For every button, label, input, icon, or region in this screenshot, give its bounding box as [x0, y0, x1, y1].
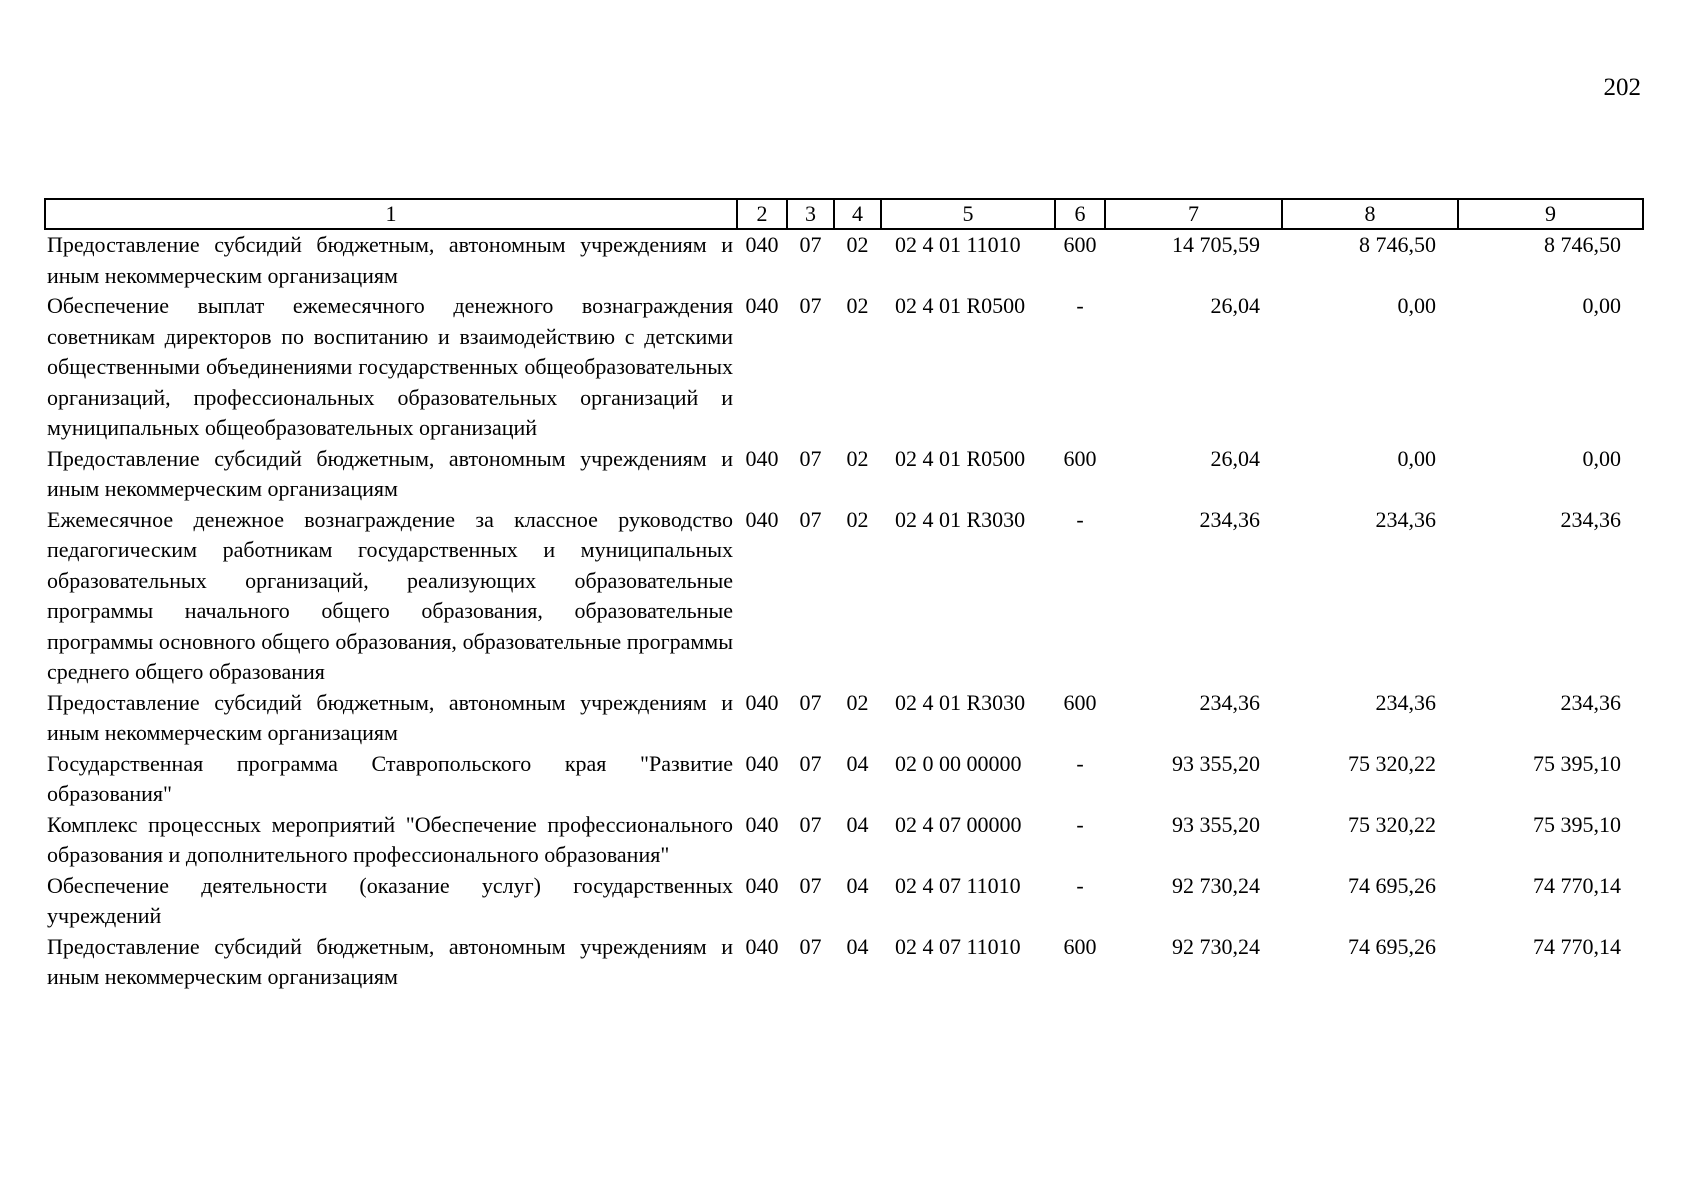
target-article-cell: 02 4 07 11010	[895, 933, 1021, 959]
amount-cell-9: 75 395,10	[1533, 811, 1621, 837]
table-row	[45, 229, 1643, 291]
subsection-cell: 02	[846, 232, 869, 257]
expense-type-cell: 600	[1063, 689, 1097, 715]
admin-code-cell: 040	[745, 872, 779, 898]
expense-type-cell: -	[1076, 811, 1084, 837]
amount-cell-8: 75 320,22	[1348, 811, 1436, 837]
section-cell: 07	[799, 232, 822, 257]
expense-type-cell: 600	[1063, 232, 1097, 257]
amount-cell-8: 0,00	[1397, 293, 1436, 318]
column-header: 6	[1055, 199, 1105, 229]
expense-type-cell: -	[1076, 872, 1084, 898]
amount-cell-7: 92 730,24	[1172, 872, 1260, 898]
amount-cell-7: 26,04	[1210, 445, 1260, 471]
header-row	[45, 199, 1643, 229]
target-article-cell: 02 4 01 11010	[895, 232, 1021, 257]
expense-type-cell: 600	[1063, 445, 1097, 471]
page-number: 202	[1603, 74, 1641, 101]
admin-code-cell: 040	[745, 811, 779, 837]
row-description: Ежемесячное денежное вознаграждение за классное руководство педагогическим работникам государственных и муниципальных образовательных организаций, реализующих образовательные программы начального общего образования, образовательные программы основного общего образования, образовательные программы среднего общего образования	[47, 506, 733, 684]
target-article-cell: 02 4 01 R0500	[895, 445, 1026, 471]
target-article-cell: 02 4 07 11010	[895, 872, 1021, 898]
amount-cell-7: 14 705,59	[1172, 232, 1260, 257]
admin-code-cell: 040	[745, 750, 779, 776]
amount-cell-9: 75 395,10	[1533, 750, 1621, 776]
section-cell: 07	[799, 445, 822, 471]
target-article-cell: 02 4 01 R3030	[895, 506, 1026, 532]
target-article-cell: 02 4 01 R0500	[895, 293, 1026, 318]
amount-cell-9: 0,00	[1582, 293, 1621, 318]
table-row	[45, 871, 1643, 932]
admin-code-cell: 040	[745, 506, 779, 532]
column-header: 4	[834, 199, 881, 229]
section-cell: 07	[799, 750, 822, 776]
admin-code-cell: 040	[745, 232, 779, 257]
row-description: Предоставление субсидий бюджетным, автономным учреждениям и иным некоммерческим организациям	[47, 933, 733, 989]
amount-cell-8: 74 695,26	[1348, 933, 1436, 959]
section-cell: 07	[799, 811, 822, 837]
amount-cell-9: 74 770,14	[1533, 933, 1621, 959]
amount-cell-7: 234,36	[1199, 506, 1260, 532]
amount-cell-9: 234,36	[1560, 689, 1621, 715]
subsection-cell: 02	[846, 689, 869, 715]
amount-cell-9: 0,00	[1582, 445, 1621, 471]
amount-cell-7: 234,36	[1199, 689, 1260, 715]
row-description: Комплекс процессных мероприятий "Обеспечение профессионального образования и дополнительного профессионального образования"	[47, 811, 733, 867]
amount-cell-7: 93 355,20	[1172, 750, 1260, 776]
subsection-cell: 02	[846, 506, 869, 532]
target-article-cell: 02 4 01 R3030	[895, 689, 1026, 715]
table-row	[45, 444, 1643, 505]
admin-code-cell: 040	[745, 293, 779, 318]
row-description: Обеспечение деятельности (оказание услуг) государственных учреждений	[47, 872, 733, 928]
amount-cell-8: 0,00	[1397, 445, 1436, 471]
amount-cell-9: 234,36	[1560, 506, 1621, 532]
admin-code-cell: 040	[745, 445, 779, 471]
row-description: Предоставление субсидий бюджетным, автономным учреждениям и иным некоммерческим организациям	[47, 445, 733, 501]
table-row	[45, 810, 1643, 871]
subsection-cell: 04	[846, 872, 869, 898]
column-header: 5	[881, 199, 1055, 229]
admin-code-cell: 040	[745, 933, 779, 959]
subsection-cell: 02	[846, 293, 869, 318]
expense-type-cell: 600	[1063, 933, 1097, 959]
section-cell: 07	[799, 872, 822, 898]
amount-cell-7: 26,04	[1210, 293, 1260, 318]
amount-cell-8: 234,36	[1375, 689, 1436, 715]
column-header: 8	[1282, 199, 1458, 229]
row-description: Обеспечение выплат ежемесячного денежного вознаграждения советникам директоров по воспитанию и взаимодействию с детскими общественными объединениями государственных общеобразовательных организаций, профессиональных образовательных организаций и муниципальных общеобразовательных организаций	[47, 293, 733, 440]
table-row	[45, 749, 1643, 810]
section-cell: 07	[799, 689, 822, 715]
target-article-cell: 02 0 00 00000	[895, 750, 1022, 776]
section-cell: 07	[799, 506, 822, 532]
table-body	[45, 229, 1643, 993]
row-description: Государственная программа Ставропольского края "Развитие образования"	[47, 750, 733, 806]
amount-cell-8: 75 320,22	[1348, 750, 1436, 776]
amount-cell-9: 8 746,50	[1544, 232, 1621, 257]
column-header: 3	[787, 199, 834, 229]
section-cell: 07	[799, 293, 822, 318]
table-row	[45, 291, 1643, 444]
expense-type-cell: -	[1076, 506, 1084, 532]
table-row	[45, 932, 1643, 993]
amount-cell-7: 93 355,20	[1172, 811, 1260, 837]
row-description: Предоставление субсидий бюджетным, автономным учреждениям и иным некоммерческим организациям	[47, 232, 733, 288]
budget-table	[44, 198, 1644, 993]
column-header: 2	[737, 199, 787, 229]
table-row	[45, 505, 1643, 688]
row-description: Предоставление субсидий бюджетным, автономным учреждениям и иным некоммерческим организациям	[47, 689, 733, 745]
subsection-cell: 04	[846, 811, 869, 837]
column-header: 1	[45, 199, 737, 229]
subsection-cell: 04	[846, 750, 869, 776]
section-cell: 07	[799, 933, 822, 959]
column-header: 9	[1458, 199, 1643, 229]
amount-cell-7: 92 730,24	[1172, 933, 1260, 959]
subsection-cell: 02	[846, 445, 869, 471]
amount-cell-8: 74 695,26	[1348, 872, 1436, 898]
table-row	[45, 688, 1643, 749]
target-article-cell: 02 4 07 00000	[895, 811, 1022, 837]
amount-cell-8: 8 746,50	[1359, 232, 1436, 257]
subsection-cell: 04	[846, 933, 869, 959]
amount-cell-9: 74 770,14	[1533, 872, 1621, 898]
column-header: 7	[1105, 199, 1282, 229]
amount-cell-8: 234,36	[1375, 506, 1436, 532]
expense-type-cell: -	[1076, 293, 1084, 318]
admin-code-cell: 040	[745, 689, 779, 715]
expense-type-cell: -	[1076, 750, 1084, 776]
